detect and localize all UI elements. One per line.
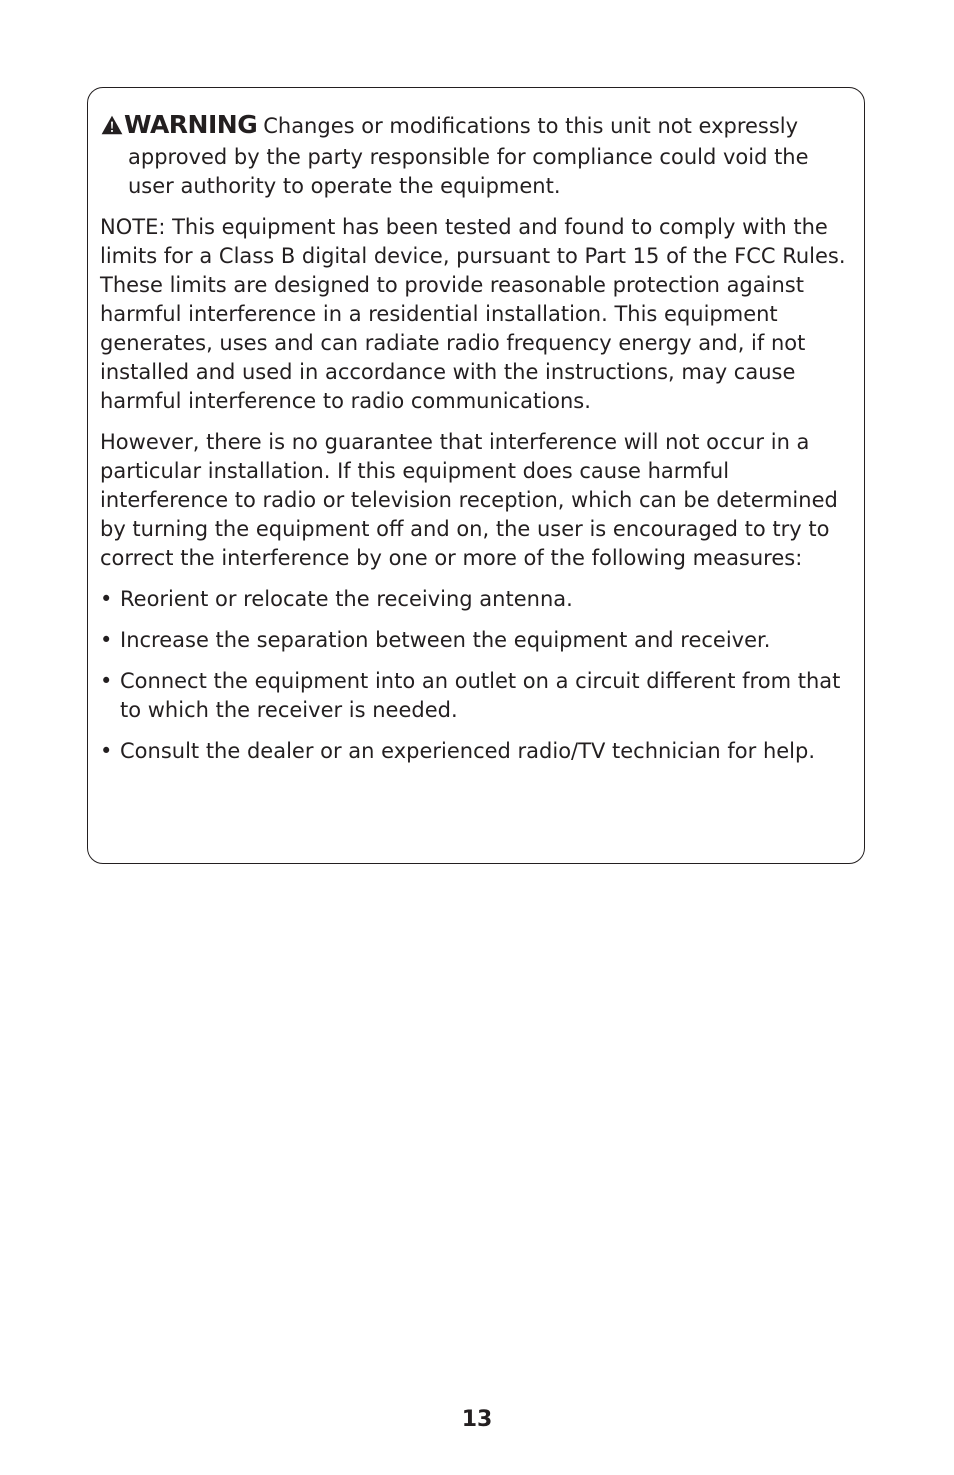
bullet-icon: • [100, 739, 113, 763]
fcc-note-paragraph: NOTE: This equipment has been tested and found to comply with the limits for a Class B digital device, pursuant to Part 15 of the FCC Rules. These limits are designed to provide reasonable protection against harmful interference in a residential installation. This equipment generates, uses and can radiate radio frequency energy and, if not installed and used in accordance with the instructions, may cause harmful interference to radio communications. [100, 215, 846, 413]
warning-text: Changes or modifications to this unit not expressly approved by the party responsible for compliance could void the user authority to operate the equipment. [128, 114, 809, 198]
list-item [100, 667, 852, 725]
list-item-text: Connect the equipment into an outlet on a circuit different from that to which the receiver is needed. [120, 669, 841, 722]
bullet-icon: • [100, 628, 113, 652]
list-item [100, 585, 852, 614]
list-item-text: Increase the separation between the equipment and receiver. [120, 628, 771, 652]
bullet-icon: • [100, 587, 113, 611]
warning-triangle-icon [101, 114, 123, 143]
list-item [100, 737, 852, 766]
interference-paragraph: However, there is no guarantee that interference will not occur in a particular installation. If this equipment does cause harmful interference to radio or television reception, which can be determined by turning the equipment off and on, the user is encouraged to try to correct the interference by one or more of the following measures: [100, 430, 838, 570]
list-item [100, 626, 852, 655]
list-item-text: Reorient or relocate the receiving antenna. [120, 587, 573, 611]
warning-statement [100, 110, 852, 201]
measures-list [100, 585, 852, 766]
page-number: 13 [461, 1407, 493, 1432]
list-item-text: Consult the dealer or an experienced radio/TV technician for help. [120, 739, 816, 763]
bullet-icon: • [100, 669, 113, 693]
fcc-notice-box [87, 87, 865, 864]
warning-label: WARNING [124, 110, 258, 139]
